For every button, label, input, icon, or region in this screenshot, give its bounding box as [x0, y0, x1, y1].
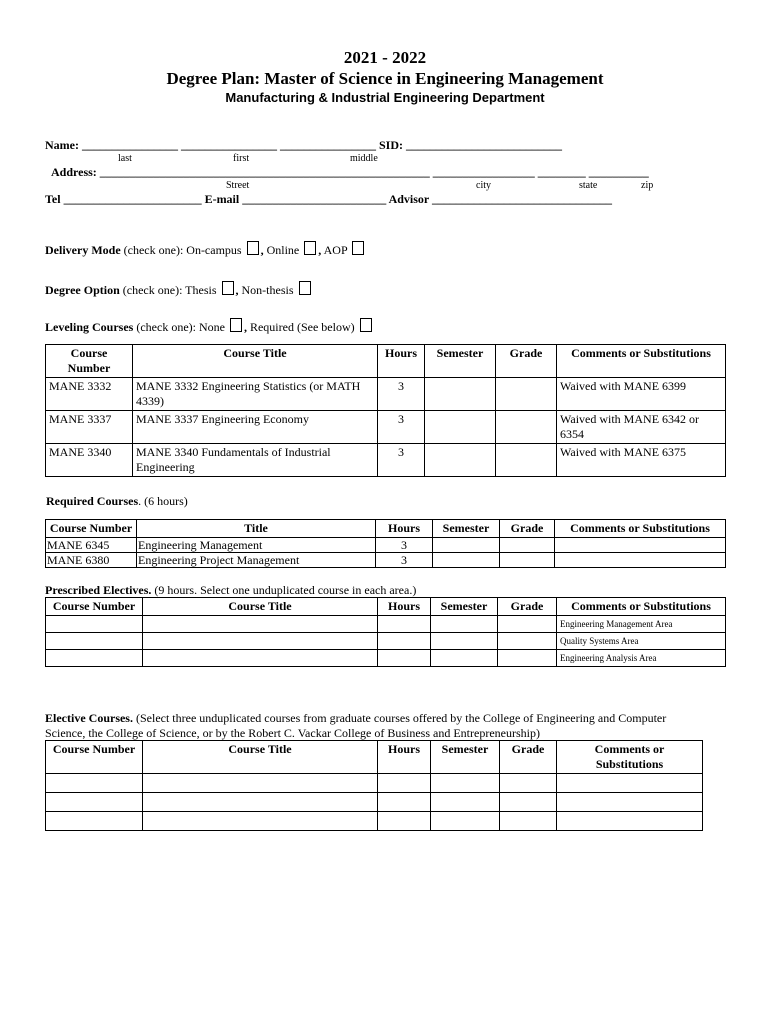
col-header: Course Number — [46, 598, 143, 616]
course-number: MANE 6380 — [46, 553, 137, 568]
tel-email-advisor-line[interactable]: Tel _______________________ E-mail ________________________ Advisor ______________________________ — [45, 192, 613, 206]
comment-cell[interactable] — [557, 812, 703, 831]
col-header: Course Title — [133, 345, 378, 378]
online-label: Online — [266, 243, 300, 257]
addr-sub-street: Street — [226, 180, 250, 191]
course-title-cell[interactable] — [143, 793, 378, 812]
col-header: Grade — [498, 598, 557, 616]
elective-hint-2: Science, the College of Science, or by the Robert C. Vackar College of Business and Entrepreneurship) — [45, 726, 540, 740]
table-row — [46, 774, 703, 793]
col-header: Semester — [433, 520, 500, 538]
comment-cell[interactable]: Waived with MANE 6342 or 6354 — [557, 411, 726, 444]
course-title: Engineering Management — [137, 538, 376, 553]
semester-cell[interactable] — [425, 378, 496, 411]
table-row — [46, 812, 703, 831]
nonthesis-checkbox[interactable] — [299, 281, 311, 295]
table-row — [46, 538, 726, 553]
course-title: MANE 3332 Engineering Statistics (or MATH 4339) — [133, 378, 378, 411]
leveling-none-checkbox[interactable] — [230, 318, 242, 332]
col-header: Course Number — [46, 345, 133, 378]
online-checkbox[interactable] — [304, 241, 316, 255]
comment-cell[interactable]: Waived with MANE 6375 — [557, 444, 726, 477]
comment-cell[interactable]: Waived with MANE 6399 — [557, 378, 726, 411]
area-label[interactable]: Engineering Management Area — [557, 616, 726, 633]
course-title-cell[interactable] — [143, 812, 378, 831]
area-label[interactable]: Engineering Analysis Area — [557, 650, 726, 667]
elective-label: Elective Courses. — [45, 711, 133, 725]
grade-cell[interactable] — [496, 411, 557, 444]
table-row — [46, 553, 726, 568]
course-number: MANE 3340 — [46, 444, 133, 477]
course-number-cell[interactable] — [46, 650, 143, 667]
course-hours: 3 — [378, 444, 425, 477]
grade-cell[interactable] — [496, 378, 557, 411]
col-header: Comments or Substitutions — [557, 598, 726, 616]
course-number: MANE 6345 — [46, 538, 137, 553]
leveling-row: Leveling Courses (check one): None , Required (See below) — [45, 318, 374, 335]
leveling-hint: (check one): None — [136, 320, 225, 334]
table-row — [46, 793, 703, 812]
semester-cell[interactable] — [431, 633, 498, 650]
addr-sub-city: city — [476, 180, 491, 191]
course-number-cell[interactable] — [46, 633, 143, 650]
oncampus-checkbox[interactable] — [247, 241, 259, 255]
address-line[interactable]: Address: _______________________________________________________ _________________ ________ __________ — [51, 165, 649, 179]
col-header: Course Title — [143, 598, 378, 616]
leveling-required-label: Required (See below) — [249, 320, 355, 334]
leveling-label: Leveling Courses — [45, 320, 134, 334]
hours-cell[interactable] — [378, 812, 431, 831]
course-number: MANE 3332 — [46, 378, 133, 411]
nonthesis-label: Non-thesis — [241, 283, 294, 297]
delivery-mode-row: Delivery Mode (check one): On-campus , Online , AOP — [45, 241, 366, 258]
course-number-cell[interactable] — [46, 793, 143, 812]
col-header: Course Title — [143, 741, 378, 774]
grade-cell[interactable] — [498, 650, 557, 667]
hours-cell[interactable] — [378, 774, 431, 793]
course-hours: 3 — [376, 538, 433, 553]
col-header: Comments or Substitutions — [555, 520, 726, 538]
semester-cell[interactable] — [431, 616, 498, 633]
course-number: MANE 3337 — [46, 411, 133, 444]
course-title-cell[interactable] — [143, 774, 378, 793]
comment-cell[interactable] — [557, 774, 703, 793]
prescribed-hint: (9 hours. Select one unduplicated course in each area.) — [151, 583, 417, 597]
semester-cell[interactable] — [425, 411, 496, 444]
grade-cell[interactable] — [500, 793, 557, 812]
year-title: 2021 - 2022 — [343, 48, 427, 67]
prescribed-heading — [45, 583, 416, 598]
course-hours: 3 — [378, 411, 425, 444]
table-row — [46, 633, 726, 650]
course-number-cell[interactable] — [46, 616, 143, 633]
col-header: Semester — [431, 741, 500, 774]
course-number-cell[interactable] — [46, 812, 143, 831]
col-header: Comments or Substitutions — [557, 345, 726, 378]
aop-checkbox[interactable] — [352, 241, 364, 255]
col-header: Course Number — [46, 520, 137, 538]
grade-cell[interactable] — [500, 538, 555, 553]
leveling-required-checkbox[interactable] — [360, 318, 372, 332]
course-title: MANE 3340 Fundamentals of Industrial Engineering — [133, 444, 378, 477]
required-table — [45, 519, 726, 568]
area-label[interactable]: Quality Systems Area — [557, 633, 726, 650]
col-header: Hours — [376, 520, 433, 538]
course-hours: 3 — [378, 378, 425, 411]
semester-cell[interactable] — [425, 444, 496, 477]
semester-cell[interactable] — [433, 538, 500, 553]
addr-sub-zip: zip — [641, 180, 654, 191]
required-hint: . (6 hours) — [138, 494, 188, 508]
col-header: Hours — [378, 598, 431, 616]
table-row — [46, 411, 726, 444]
hours-cell[interactable] — [378, 616, 431, 633]
addr-sub-state: state — [579, 180, 598, 191]
course-title-cell[interactable] — [143, 650, 378, 667]
elective-hint: (Select three unduplicated courses from graduate courses offered by the College of Engineering and Computer — [132, 711, 667, 725]
grade-cell[interactable] — [500, 553, 555, 568]
col-header: Grade — [496, 345, 557, 378]
grade-cell[interactable] — [500, 812, 557, 831]
course-title-cell[interactable] — [143, 616, 378, 633]
delivery-hint: (check one): On-campus — [123, 243, 242, 257]
thesis-checkbox[interactable] — [222, 281, 234, 295]
hours-cell[interactable] — [378, 793, 431, 812]
course-title-cell[interactable] — [143, 633, 378, 650]
semester-cell[interactable] — [433, 553, 500, 568]
name-sid-line[interactable]: Name: ________________ ________________ ________________ SID: __________________________ — [45, 138, 562, 152]
name-sub-last: last — [118, 153, 132, 164]
elective-heading — [45, 711, 666, 726]
semester-cell[interactable] — [431, 793, 500, 812]
semester-cell[interactable] — [431, 812, 500, 831]
prescribed-label: Prescribed Electives. — [45, 583, 152, 597]
comment-cell[interactable] — [555, 553, 726, 568]
required-heading — [46, 494, 188, 509]
col-header: Semester — [425, 345, 496, 378]
leveling-table — [45, 344, 726, 477]
name-sub-first: first — [233, 153, 250, 164]
department-title: Manufacturing & Industrial Engineering Department — [225, 90, 545, 105]
course-title: Engineering Project Management — [137, 553, 376, 568]
page-title: Degree Plan: Master of Science in Engineering Management — [166, 69, 604, 88]
col-header: Comments or Substitutions — [557, 741, 703, 774]
grade-cell[interactable] — [498, 633, 557, 650]
delivery-label: Delivery Mode — [45, 243, 121, 257]
required-label: Required Courses — [46, 494, 139, 508]
table-row — [46, 650, 726, 667]
course-title: MANE 3337 Engineering Economy — [133, 411, 378, 444]
col-header: Title — [137, 520, 376, 538]
table-row — [46, 444, 726, 477]
name-sub-middle: middle — [350, 153, 378, 164]
semester-cell[interactable] — [431, 650, 498, 667]
col-header: Grade — [500, 741, 557, 774]
col-header: Hours — [378, 741, 431, 774]
degree-label: Degree Option — [45, 283, 120, 297]
prescribed-table — [45, 597, 726, 667]
semester-cell[interactable] — [431, 774, 500, 793]
hours-cell[interactable] — [378, 633, 431, 650]
course-hours: 3 — [376, 553, 433, 568]
degree-option-row: Degree Option (check one): Thesis , Non-thesis — [45, 281, 313, 298]
aop-label: AOP — [323, 243, 348, 257]
col-header: Semester — [431, 598, 498, 616]
grade-cell[interactable] — [500, 774, 557, 793]
table-row — [46, 378, 726, 411]
col-header: Hours — [378, 345, 425, 378]
col-header: Grade — [500, 520, 555, 538]
course-number-cell[interactable] — [46, 774, 143, 793]
elective-table — [45, 740, 703, 831]
table-row — [46, 616, 726, 633]
degree-hint: (check one): Thesis — [122, 283, 217, 297]
grade-cell[interactable] — [498, 616, 557, 633]
comment-cell[interactable] — [555, 538, 726, 553]
col-header: Course Number — [46, 741, 143, 774]
comment-cell[interactable] — [557, 793, 703, 812]
hours-cell[interactable] — [378, 650, 431, 667]
grade-cell[interactable] — [496, 444, 557, 477]
